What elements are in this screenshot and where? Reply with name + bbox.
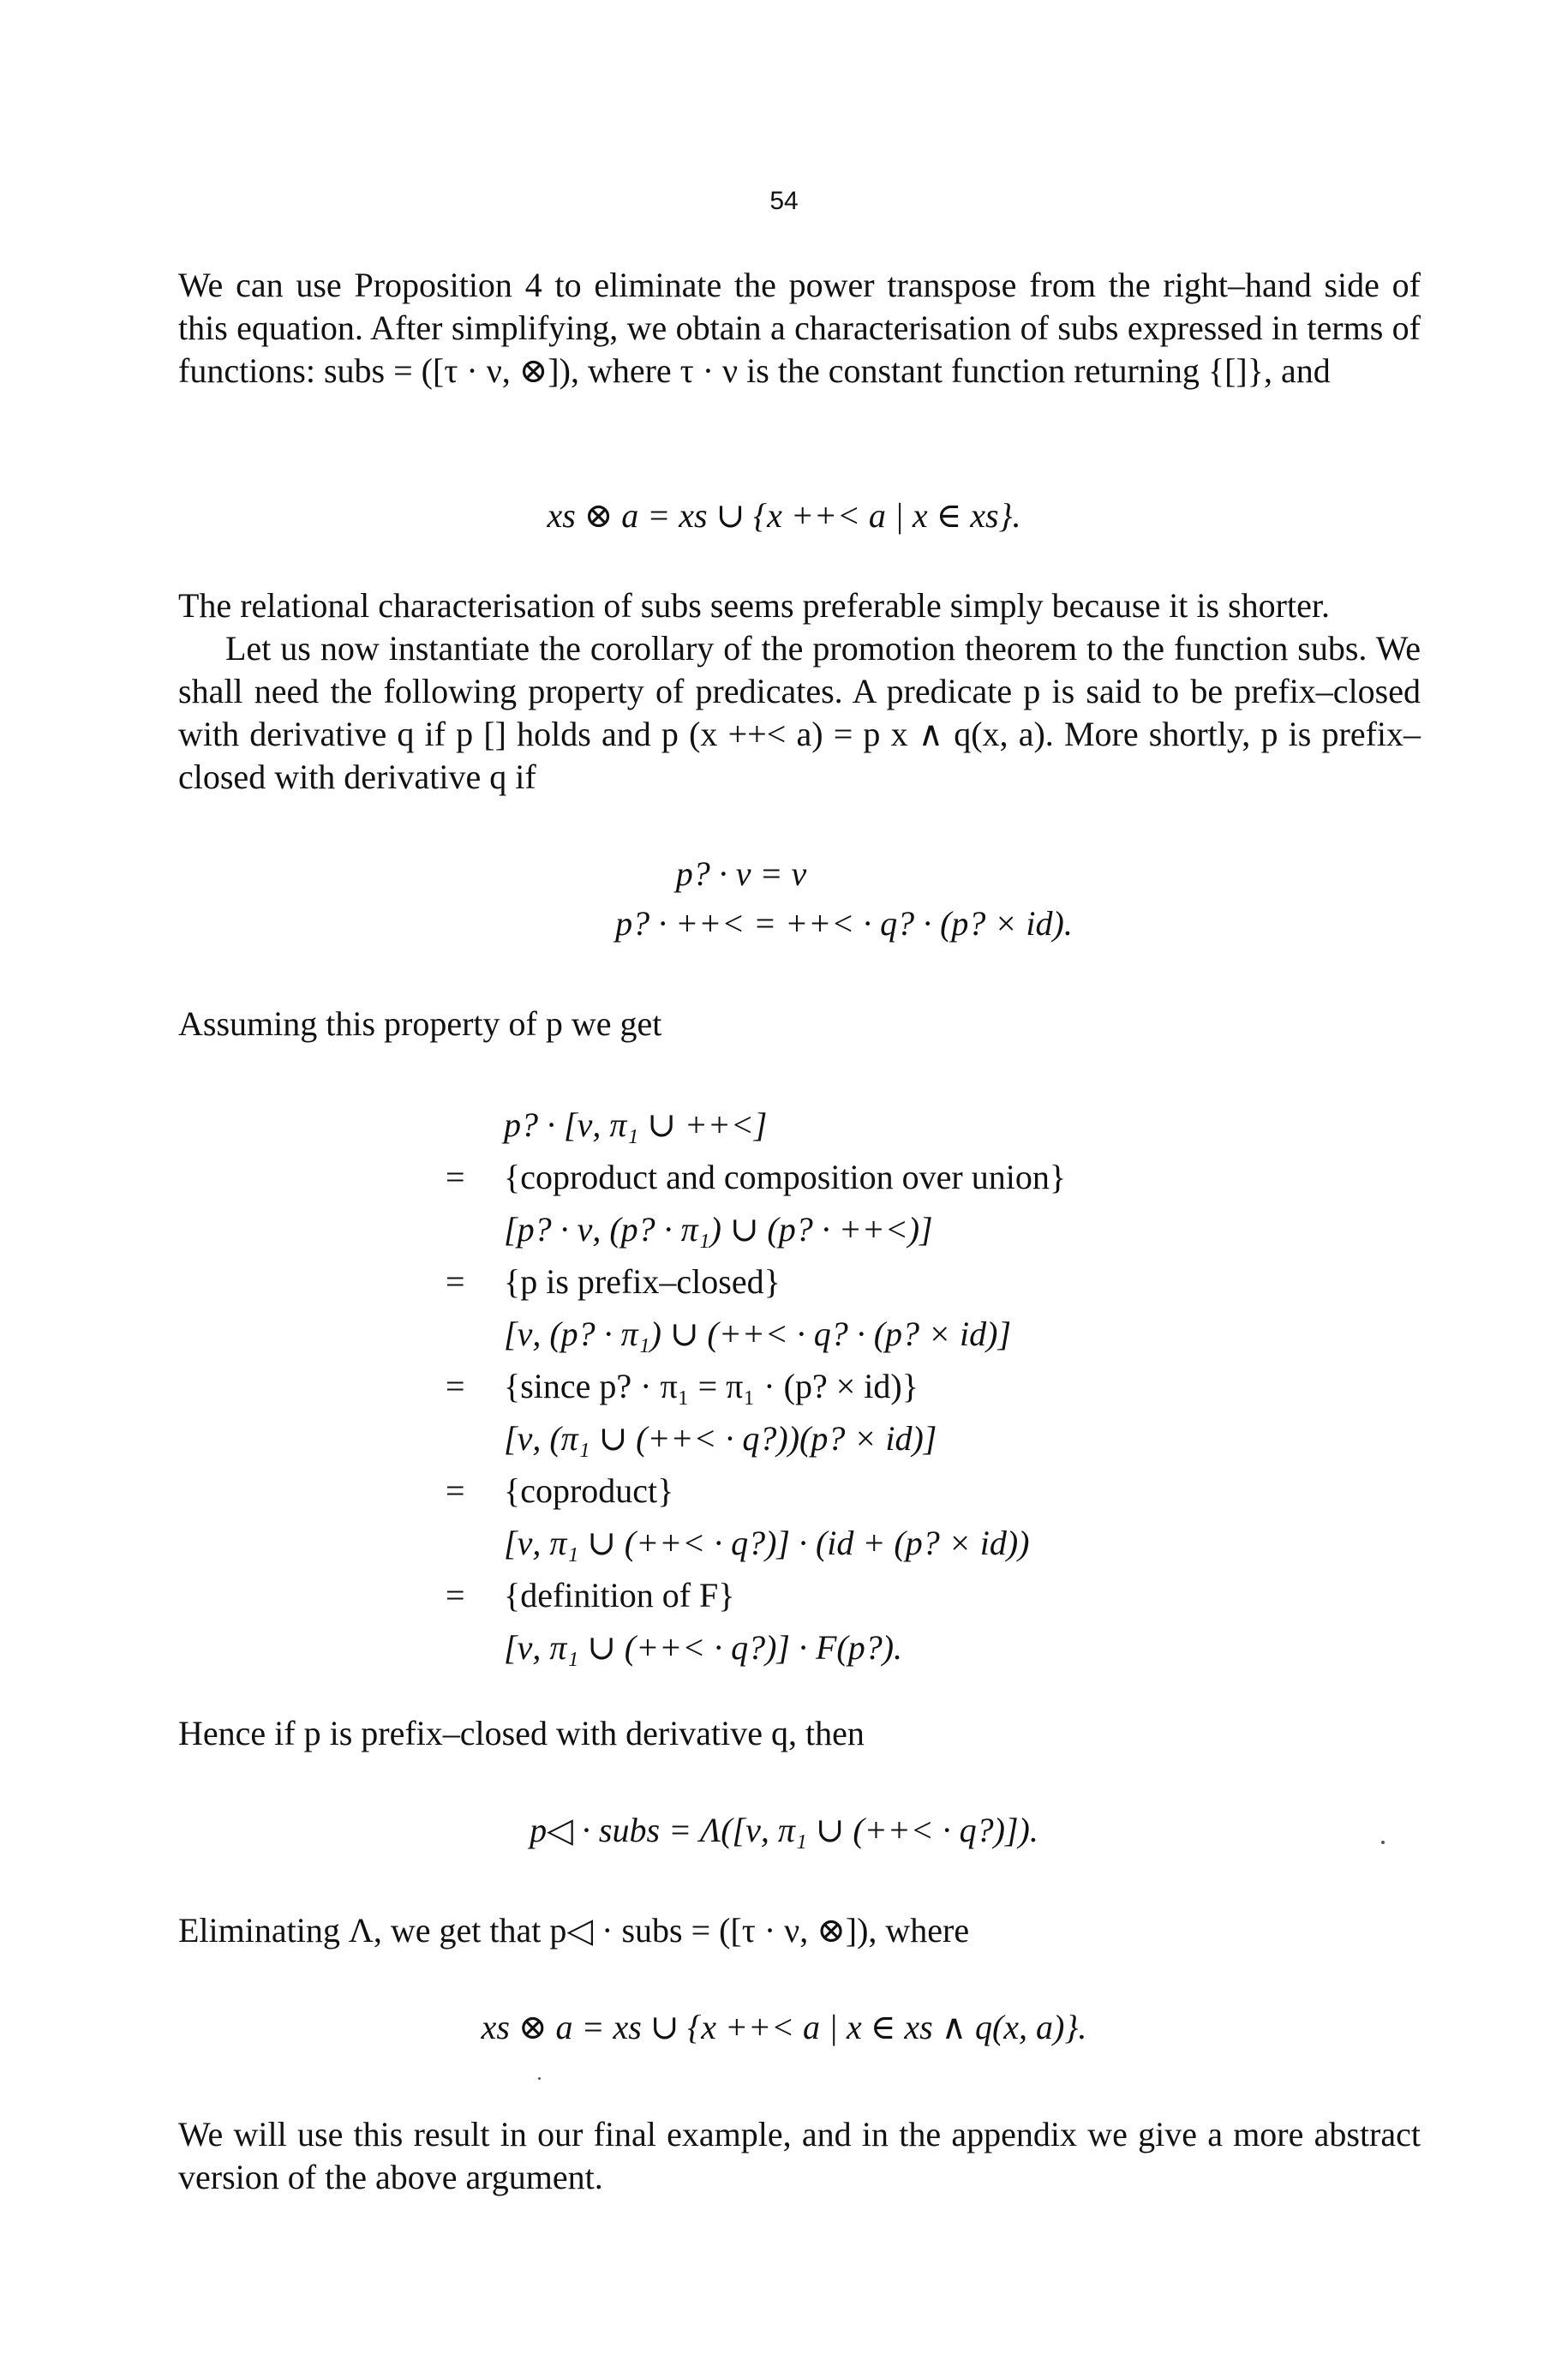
calc-term: [p? · ν, (p? · π₁) ∪ (p? · ++<)] (504, 1210, 933, 1249)
calc-step (446, 1308, 1066, 1360)
stray-dot (538, 2077, 541, 2080)
stray-dot (1381, 1841, 1385, 1844)
paragraph-5: Hence if p is prefix–closed with derivative q, then (178, 1714, 865, 1752)
calc-relation (446, 1517, 504, 1569)
calc-relation: = (446, 1158, 465, 1196)
paragraph-1: We can use Proposition 4 to eliminate the power transpose from the right–hand side of this equation. After simplifying, we obtain a characterisation of subs expressed in terms of functions: subs = ([τ · ν, ⊗]), where τ · ν is the constant function returning {[]}, and (178, 266, 1421, 390)
calc-step (446, 1569, 1066, 1621)
calc-relation: = (446, 1262, 465, 1301)
calc-term: [ν, (π₁ ∪ (++< · q?))(p? × id)] (504, 1419, 937, 1458)
calc-step (446, 1517, 1066, 1569)
calc-hint: {coproduct} (504, 1471, 674, 1510)
calc-step (446, 1465, 1066, 1517)
page-number: 54 (769, 187, 799, 215)
paragraph-3: Let us now instantiate the corollary of the promotion theorem to the function subs. We shall need the following property of predicates. A predicate p is said to be prefix–closed with derivative q if p [] holds and p (x ++< a) = p x ∧ q(x, a). More shortly, p is prefix–closed with derivative q if (178, 629, 1421, 796)
calc-hint: {p is prefix–closed} (504, 1262, 781, 1301)
calc-step (446, 1621, 1066, 1674)
equation-1: xs ⊗ a = xs ∪ {x ++< a | x ∈ xs}. (547, 496, 1021, 535)
calc-step (446, 1099, 1066, 1151)
calc-relation (446, 1203, 504, 1255)
calc-step (446, 1360, 1066, 1412)
calc-term: [ν, π₁ ∪ (++< · q?)] · F(p?). (504, 1628, 903, 1667)
paragraph-block-5 (178, 1712, 1421, 1755)
equation-2b: p? · ++< = ++< · q? · (p? × id). (615, 904, 1073, 943)
paragraph-block-7 (178, 2113, 1421, 2199)
calc-relation: = (446, 1471, 465, 1510)
equation-4: xs ⊗ a = xs ∪ {x ++< a | x ∈ xs ∧ q(x, a)}. (481, 2008, 1087, 2046)
calc-relation: = (446, 1367, 465, 1405)
paragraph-4: Assuming this property of p we get (178, 1004, 662, 1043)
paragraph-2: The relational characterisation of subs seems preferable simply because it is shorter. (178, 586, 1330, 625)
calc-step (446, 1255, 1066, 1308)
calc-relation (446, 1412, 504, 1465)
paragraph-intro-block (178, 264, 1421, 392)
paragraph-block-2 (178, 584, 1421, 799)
equation-2a: p? · ν = ν (675, 854, 807, 893)
calc-relation (446, 1621, 504, 1674)
paragraph-7: We will use this result in our final example, and in the appendix we give a more abstract version of the above argument. (178, 2115, 1421, 2196)
calc-step (446, 1151, 1066, 1203)
calc-step (446, 1203, 1066, 1255)
calc-term: [ν, π₁ ∪ (++< · q?)] · (id + (p? × id)) (504, 1524, 1030, 1562)
calc-term: p? · [ν, π₁ ∪ ++<] (504, 1105, 768, 1144)
calc-relation (446, 1099, 504, 1151)
paragraph-6: Eliminating Λ, we get that p◁ · subs = ([τ · ν, ⊗]), where (178, 1911, 970, 1950)
calc-hint: {since p? · π₁ = π₁ · (p? × id)} (504, 1367, 919, 1405)
paragraph-block-6 (178, 1909, 1421, 1952)
calc-relation (446, 1308, 504, 1360)
equation-3: p◁ · subs = Λ([ν, π₁ ∪ (++< · q?)]). (530, 1811, 1038, 1849)
calc-relation: = (446, 1576, 465, 1614)
calc-step (446, 1412, 1066, 1465)
paragraph-block-4 (178, 1003, 1421, 1045)
calculation (446, 1099, 1066, 1674)
calc-hint: {coproduct and composition over union} (504, 1158, 1067, 1196)
calc-hint: {definition of F} (504, 1576, 735, 1614)
calc-term: [ν, (p? · π₁) ∪ (++< · q? · (p? × id)] (504, 1315, 1012, 1353)
